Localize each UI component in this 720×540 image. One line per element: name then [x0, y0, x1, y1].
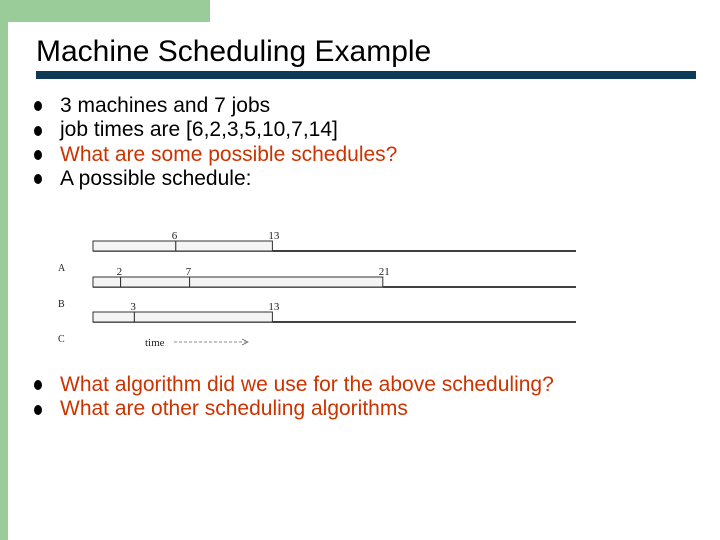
bullet-text: 3 machines and 7 jobs	[60, 94, 271, 117]
job-bar	[190, 277, 383, 287]
schedule-diagram	[50, 228, 580, 353]
tick-label: 7	[185, 266, 192, 278]
tick-label: 13	[268, 301, 280, 313]
machine-label: B	[58, 299, 65, 310]
job-bar	[93, 277, 121, 287]
bullet-item	[34, 167, 397, 191]
tick-label: 2	[116, 266, 123, 278]
job-bar	[121, 277, 190, 287]
bullet-text: job times are [6,2,3,5,10,7,14]	[60, 118, 338, 142]
machine-label: C	[58, 334, 65, 345]
bullet-text: What are other scheduling algorithms	[60, 397, 408, 421]
tick-label: 13	[268, 230, 280, 242]
accent-bar-top	[0, 0, 210, 22]
bullet-dot-icon	[34, 101, 42, 111]
bullet-dot-icon	[34, 405, 42, 415]
bullet-text: What algorithm did we use for the above scheduling?	[60, 373, 554, 396]
bullet-dot-icon	[34, 150, 42, 160]
bullet-dot-icon	[34, 174, 42, 184]
machine-label: A	[58, 263, 66, 274]
bullet-list-top	[34, 94, 397, 191]
title-underline	[36, 71, 696, 79]
tick-label: 3	[130, 301, 136, 313]
bullet-item	[34, 118, 397, 142]
job-bar	[93, 241, 176, 251]
bullet-item	[34, 373, 554, 397]
bullet-text: What are some possible schedules?	[60, 142, 398, 166]
accent-bar-left	[0, 0, 8, 540]
job-bar	[134, 312, 272, 322]
bullet-list-bottom	[34, 373, 554, 422]
bullet-dot-icon	[34, 380, 42, 390]
bullet-item	[34, 94, 397, 118]
bullet-text: A possible schedule:	[60, 166, 252, 190]
slide-title: Machine Scheduling Example	[36, 35, 432, 68]
time-axis-label: time	[145, 337, 165, 349]
bullet-item	[34, 143, 397, 167]
bullet-item	[34, 397, 554, 421]
bullet-dot-icon	[34, 126, 42, 136]
job-bar	[93, 312, 134, 322]
tick-label: 6	[171, 230, 178, 242]
job-bar	[176, 241, 273, 251]
tick-label: 21	[378, 266, 390, 278]
